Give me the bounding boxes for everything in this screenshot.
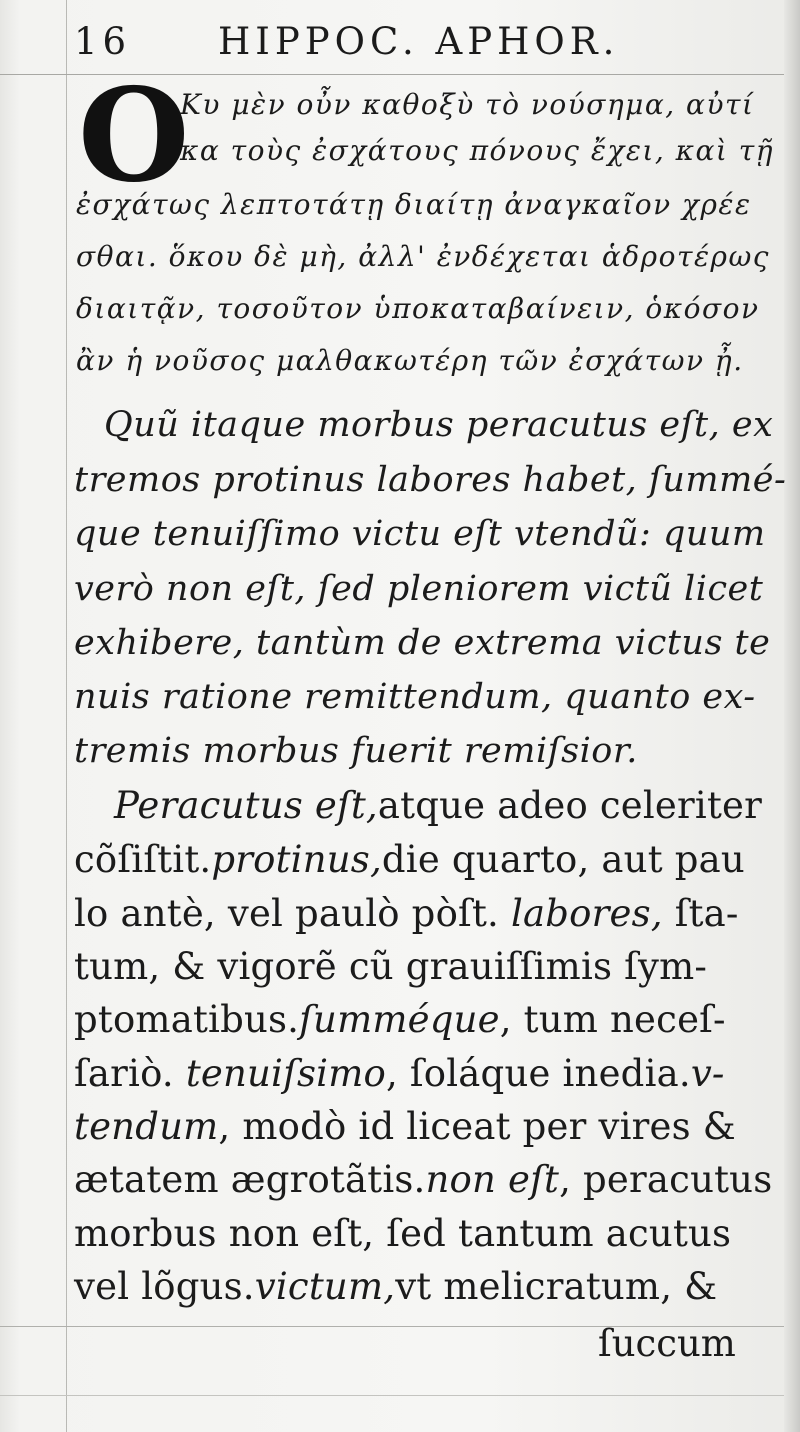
latin-line: Quũ itaque morbus peracutus eſt, ex: [104, 405, 774, 445]
page-right-edge: [784, 0, 800, 1432]
greek-line: Κυ μὲν οὖν καθοξὺ τὸ νούσημα, αὐτί: [180, 88, 755, 121]
lemma: victum,: [254, 1265, 396, 1308]
gloss-text: vel lõgus.: [74, 1265, 255, 1308]
gloss-text: morbus non eſt, ſed tantum acutus: [74, 1212, 732, 1255]
gloss-text: cõſiſtit.: [74, 838, 212, 881]
gloss-text: vt melicratum, &: [395, 1265, 718, 1308]
latin-line: verò non eſt, ſed pleniorem victũ licet: [74, 569, 764, 609]
gloss-text: , modò id liceat per vires &: [218, 1105, 736, 1148]
lemma: non eſt: [425, 1158, 560, 1201]
commentary-line: [74, 998, 726, 1041]
latin-line: nuis ratione remittendum, quanto ex-: [74, 677, 756, 717]
gloss-text: , ſoláque inedia.: [385, 1052, 691, 1095]
lemma: Peracutus eſt,: [114, 784, 378, 827]
page-number: 16: [74, 20, 132, 63]
gloss-text: lo antè, vel paulò pòſt.: [74, 892, 511, 935]
latin-line: que tenuiſſimo victu eſt vtendũ: quum: [74, 514, 766, 554]
greek-line: ἂν ἡ νοῦσος μαλθακωτέρη τῶν ἐσχάτων ᾖ.: [76, 344, 744, 377]
gloss-text: ætatem ægrotãtis.: [74, 1158, 426, 1201]
gloss-text: tum, & vigorẽ cũ grauiſſimis ſym-: [74, 945, 708, 988]
gloss-text: atque adeo celeriter: [377, 784, 763, 827]
greek-line: διαιτᾷν, τοσοῦτον ὑποκαταβαίνειν, ὁκόσον: [76, 292, 760, 325]
latin-line: exhibere, tantùm de extrema victus te: [74, 623, 771, 663]
latin-line: tremis morbus fuerit remiſsior.: [74, 731, 638, 771]
lemma: tendum: [74, 1105, 219, 1148]
commentary-line: [74, 1265, 717, 1308]
page-left-rule: [66, 0, 67, 1432]
gloss-text: ſariò.: [74, 1052, 186, 1095]
commentary-line: [74, 1105, 736, 1148]
lemma: labores,: [510, 892, 663, 935]
commentary-line: [74, 892, 739, 935]
gloss-text: ptomatibus.: [74, 998, 300, 1041]
running-head: HIPPOC. APHOR.: [218, 20, 620, 63]
gloss-text: , peracutus: [559, 1158, 773, 1201]
commentary-line: [114, 784, 762, 827]
gloss-text: ſta-: [662, 892, 739, 935]
commentary-line: [74, 1052, 725, 1095]
lemma: ſumméque: [299, 998, 500, 1041]
commentary-line: [74, 945, 707, 988]
drop-cap-initial: O: [78, 61, 190, 211]
commentary-line: [74, 1212, 731, 1255]
catchword: ſuccum: [598, 1322, 736, 1365]
page-bottom-rule-lower: [0, 1395, 800, 1396]
latin-line: tremos protinus labores habet, ſummé-: [74, 460, 787, 500]
commentary-line: [74, 1158, 772, 1201]
greek-line: ἐσχάτως λεπτοτάτῃ διαίτῃ ἀναγκαῖον χρέε: [76, 188, 752, 221]
commentary-line: [74, 838, 745, 881]
lemma: tenuiſsimo: [185, 1052, 386, 1095]
lemma: protinus,: [211, 838, 382, 881]
greek-line: κα τοὺς ἐσχάτους πόνους ἔχει, καὶ τῇ: [180, 134, 775, 167]
gloss-text: , tum neceſ-: [499, 998, 726, 1041]
lemma: v-: [690, 1052, 725, 1095]
greek-line: σθαι. ὅκου δὲ μὴ, ἀλλ' ἐνδέχεται ἁδροτέρως: [76, 240, 770, 273]
gloss-text: die quarto, aut pau: [381, 838, 745, 881]
